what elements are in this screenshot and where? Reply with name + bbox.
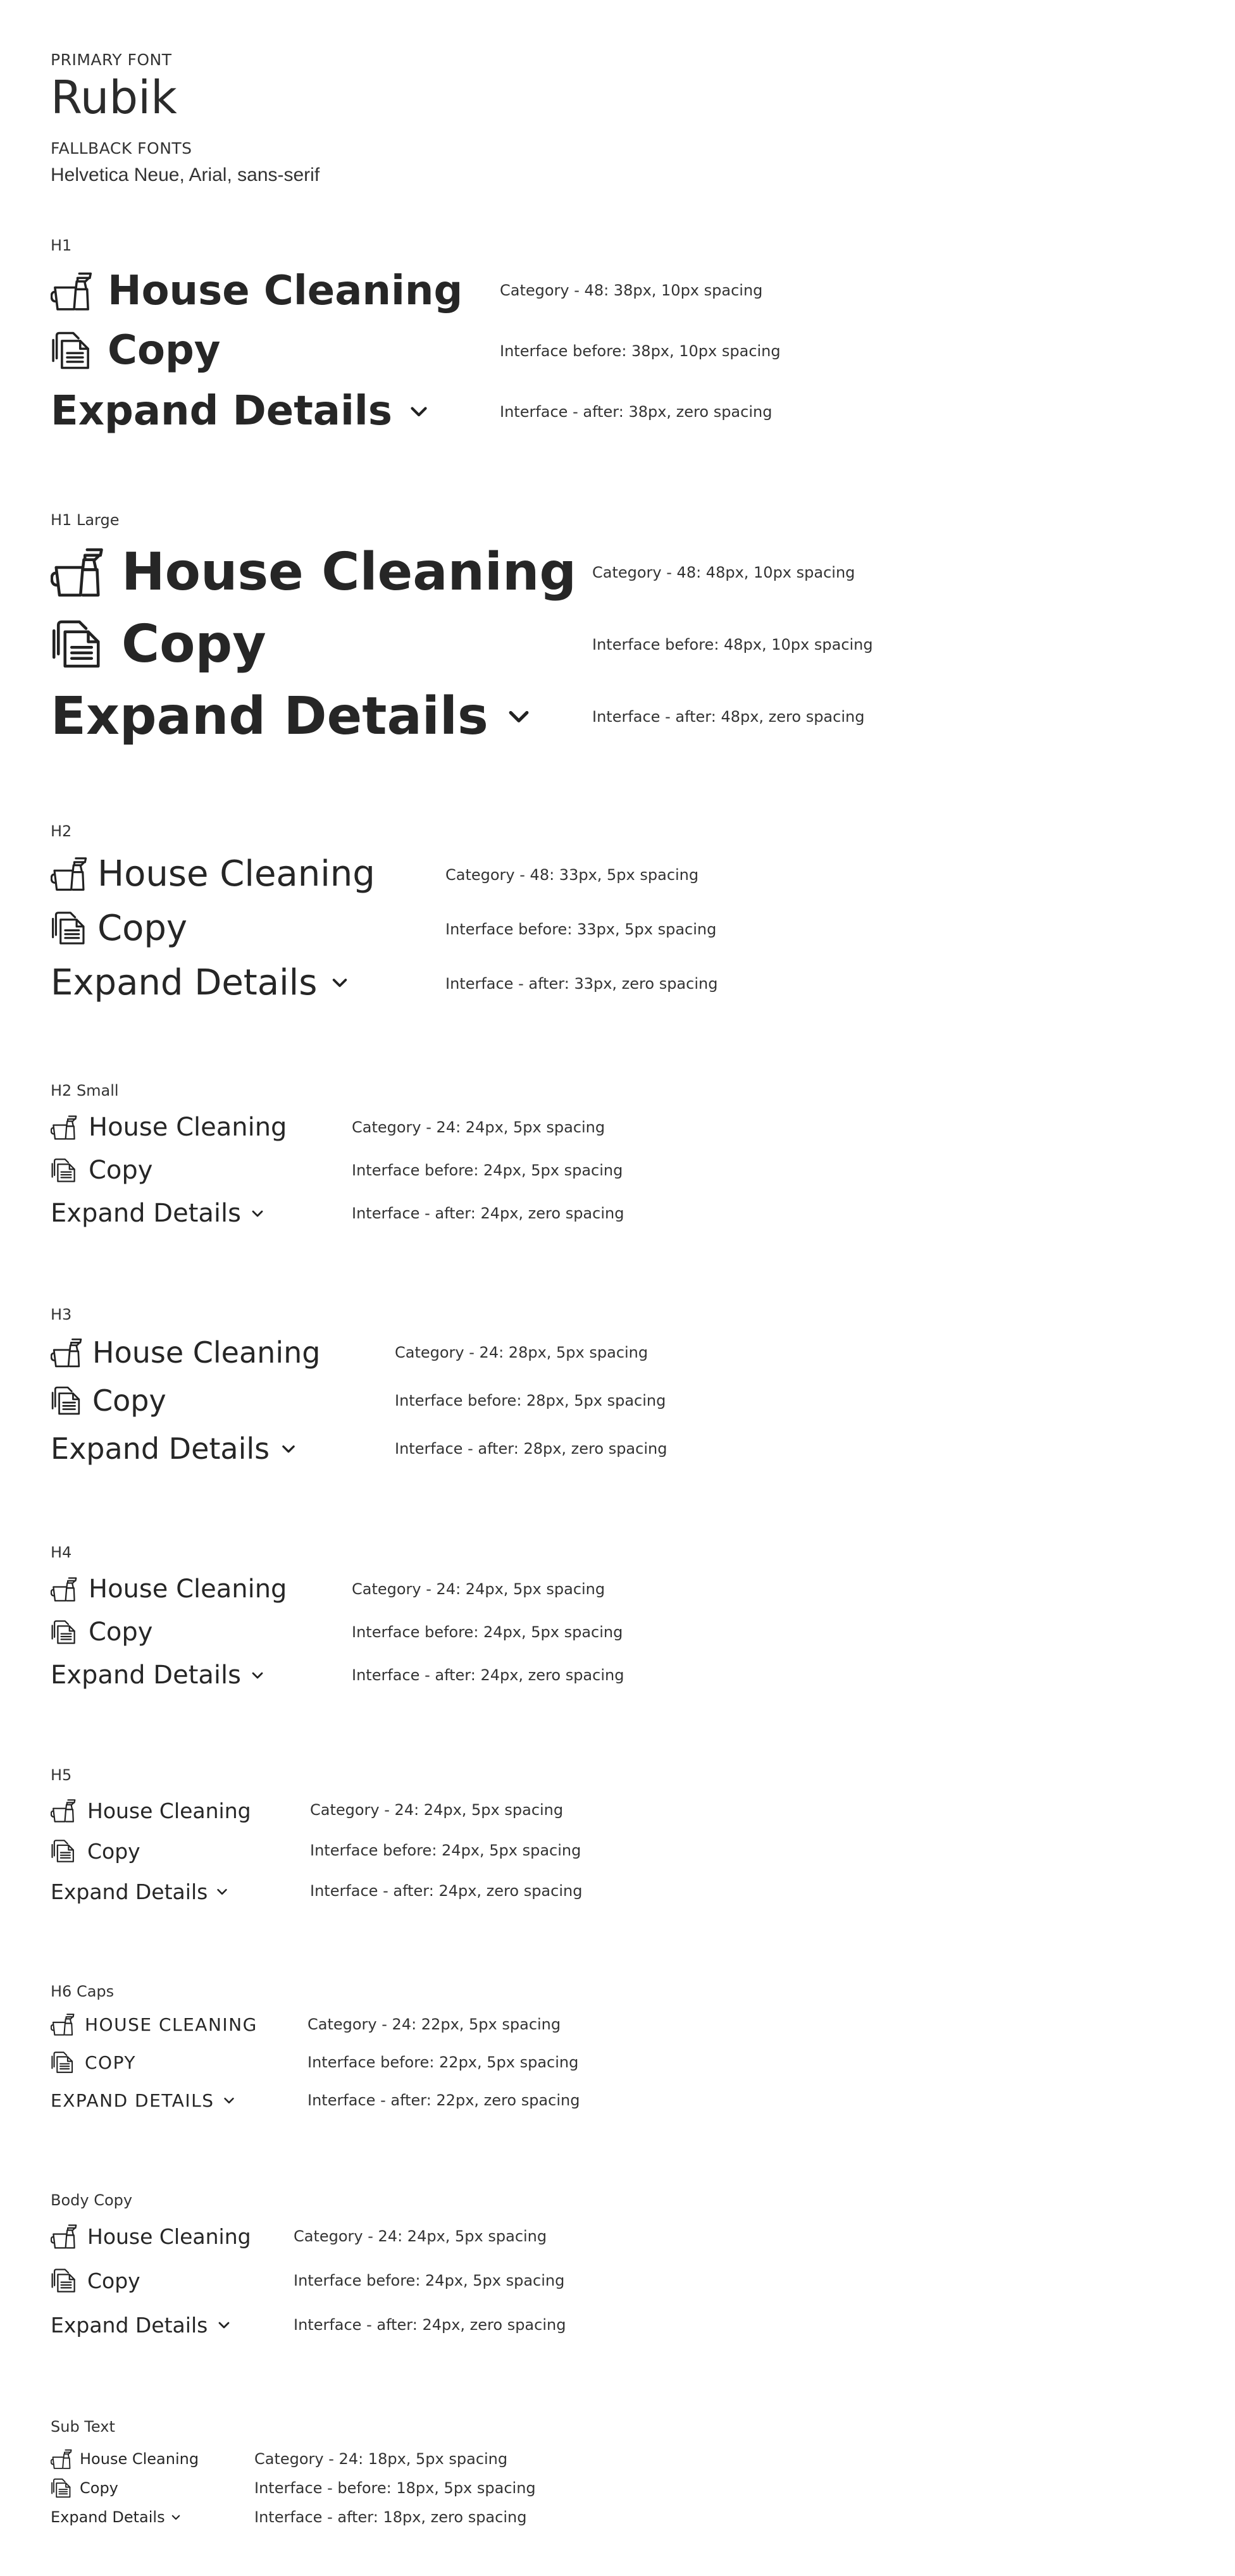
copy-row (51, 1154, 152, 1187)
copy-documents-icon (51, 2050, 75, 2074)
note-category: Category - 48: 48px, 10px spacing (592, 564, 855, 581)
expand-details[interactable] (51, 2309, 232, 2341)
fallback-fonts-label: FALLBACK FONTS (51, 139, 192, 158)
copy-text: Copy (80, 2479, 118, 2497)
cleaning-spray-bucket-icon (51, 1337, 82, 1368)
cleaning-spray-bucket-icon (51, 2223, 77, 2250)
expand-details[interactable] (51, 1659, 265, 1692)
fallback-fonts-value: Helvetica Neue, Arial, sans-serif (51, 164, 320, 185)
section-title: H2 (51, 822, 72, 840)
copy-text: Copy (87, 2268, 140, 2293)
copy-text: Copy (108, 327, 221, 374)
note-after: Interface - after: 18px, zero spacing (254, 2508, 527, 2526)
copy-documents-icon (51, 617, 104, 671)
chevron-down-icon (407, 400, 430, 423)
cleaning-spray-bucket-icon (51, 2012, 75, 2036)
note-before: Interface before: 38px, 10px spacing (500, 342, 781, 360)
copy-documents-icon (51, 1838, 76, 1864)
category-text: House Cleaning (87, 2224, 251, 2249)
note-after: Interface - after: 24px, zero spacing (294, 2316, 566, 2334)
note-after: Interface - after: 24px, zero spacing (310, 1882, 583, 1900)
note-category: Category - 24: 24px, 5px spacing (294, 2227, 547, 2245)
copy-row (51, 1616, 152, 1649)
category-text: House Cleaning (89, 1575, 287, 1604)
expand-details-text: Expand Details (51, 686, 488, 746)
category-text: House Cleaning (97, 853, 375, 895)
category-text: House Cleaning (80, 2450, 199, 2468)
note-category: Category - 24: 28px, 5px spacing (395, 1344, 649, 1361)
note-before: Interface before: 24px, 5px spacing (352, 1161, 623, 1179)
note-before: Interface before: 24px, 5px spacing (352, 1623, 623, 1641)
chevron-down-icon (330, 972, 350, 993)
section-title: H2 Small (51, 1082, 119, 1099)
section-title: H6 Caps (51, 1983, 115, 2000)
expand-details-text: Expand Details (51, 1661, 241, 1690)
copy-text: Copy (89, 1156, 153, 1185)
copy-documents-icon (51, 2477, 72, 2499)
copy-row (51, 1382, 166, 1420)
note-after: Interface - after: 28px, zero spacing (395, 1440, 667, 1458)
expand-details[interactable] (51, 1430, 297, 1468)
section-title: H4 (51, 1544, 72, 1561)
primary-font-label: PRIMARY FONT (51, 51, 172, 69)
note-category: Category - 24: 24px, 5px spacing (352, 1580, 605, 1598)
expand-details-text: Expand Details (51, 388, 392, 435)
note-before: Interface before: 28px, 5px spacing (395, 1392, 666, 1409)
copy-documents-icon (51, 1619, 77, 1645)
category-text: House Cleaning (108, 268, 463, 314)
note-after: Interface - after: 22px, zero spacing (307, 2091, 580, 2109)
cleaning-spray-bucket-icon (51, 270, 92, 312)
copy-row (51, 2476, 118, 2500)
expand-details-text: Expand Details (51, 962, 318, 1003)
copy-text: COPY (85, 2052, 136, 2073)
chevron-down-icon (250, 1668, 265, 1683)
category-row (51, 266, 462, 316)
note-after: Interface - after: 24px, zero spacing (352, 1204, 624, 1222)
note-category: Category - 24: 18px, 5px spacing (254, 2450, 508, 2468)
chevron-down-icon (280, 1440, 297, 1458)
note-after: Interface - after: 33px, zero spacing (445, 975, 718, 993)
copy-row (51, 1836, 140, 1866)
expand-details-text: Expand Details (51, 2312, 208, 2338)
note-category: Category - 24: 24px, 5px spacing (352, 1118, 605, 1136)
category-row (51, 1573, 287, 1606)
expand-details-text: Expand Details (51, 1199, 241, 1228)
copy-text: Copy (121, 614, 266, 674)
section-title: H1 Large (51, 511, 120, 529)
note-before: Interface before: 24px, 5px spacing (294, 2272, 565, 2289)
section-title: H3 (51, 1306, 72, 1323)
category-row (51, 2010, 258, 2038)
note-category: Category - 24: 24px, 5px spacing (310, 1801, 564, 1819)
cleaning-spray-bucket-icon (51, 1576, 77, 1602)
expand-details[interactable] (51, 2086, 236, 2114)
note-category: Category - 48: 33px, 5px spacing (445, 866, 699, 884)
category-row (51, 1795, 251, 1826)
section-title: Sub Text (51, 2418, 115, 2436)
chevron-down-icon (505, 702, 533, 730)
cleaning-spray-bucket-icon (51, 855, 87, 892)
category-row (51, 542, 576, 602)
copy-text: Copy (92, 1384, 166, 1418)
note-category: Category - 24: 22px, 5px spacing (307, 2016, 561, 2033)
note-after: Interface - after: 48px, zero spacing (592, 708, 865, 726)
copy-row (51, 907, 187, 949)
copy-documents-icon (51, 1385, 82, 1416)
chevron-down-icon (215, 1885, 229, 1898)
expand-details-text: Expand Details (51, 1879, 208, 1904)
copy-row (51, 614, 266, 674)
section-title: H1 (51, 237, 72, 254)
copy-documents-icon (51, 330, 92, 371)
note-after: Interface - after: 24px, zero spacing (352, 1666, 624, 1684)
expand-details[interactable] (51, 1876, 229, 1907)
expand-details-text: Expand Details (51, 2508, 165, 2526)
cleaning-spray-bucket-icon (51, 1114, 77, 1141)
copy-row (51, 2048, 136, 2076)
chevron-down-icon (170, 2511, 182, 2523)
category-text: House Cleaning (89, 1113, 287, 1142)
chevron-down-icon (222, 2093, 236, 2107)
note-before: Interface before: 22px, 5px spacing (307, 2053, 579, 2071)
chevron-down-icon (250, 1206, 265, 1221)
category-row (51, 853, 375, 895)
copy-documents-icon (51, 910, 87, 946)
copy-row (51, 2265, 140, 2296)
note-before: Interface - before: 18px, 5px spacing (254, 2479, 536, 2497)
cleaning-spray-bucket-icon (51, 545, 104, 598)
note-after: Interface - after: 38px, zero spacing (500, 403, 773, 421)
chevron-down-icon (216, 2317, 232, 2332)
note-before: Interface before: 48px, 10px spacing (592, 636, 873, 653)
copy-text: Copy (97, 907, 188, 949)
expand-details[interactable] (51, 387, 430, 435)
copy-documents-icon (51, 1157, 77, 1184)
copy-text: Copy (87, 1838, 140, 1864)
copy-documents-icon (51, 2267, 77, 2294)
category-row (51, 1111, 287, 1144)
expand-details-text: Expand Details (51, 1432, 270, 1466)
category-text: House Cleaning (121, 542, 577, 602)
expand-details[interactable] (51, 962, 350, 1003)
note-before: Interface before: 24px, 5px spacing (310, 1842, 581, 1859)
cleaning-spray-bucket-icon (51, 1798, 76, 1823)
primary-font-name: Rubik (51, 71, 177, 124)
category-row (51, 2447, 199, 2471)
expand-details[interactable] (51, 1197, 265, 1230)
copy-row (51, 326, 220, 375)
section-title: H5 (51, 1766, 72, 1784)
copy-text: Copy (89, 1618, 153, 1647)
category-row (51, 2220, 251, 2252)
category-text: House Cleaning (87, 1798, 251, 1823)
expand-details-text: EXPAND DETAILS (51, 2090, 214, 2111)
category-row (51, 1334, 320, 1372)
expand-details[interactable] (51, 686, 533, 746)
note-category: Category - 48: 38px, 10px spacing (500, 282, 763, 299)
category-text: HOUSE CLEANING (85, 2014, 258, 2035)
category-text: House Cleaning (92, 1335, 321, 1370)
expand-details[interactable] (51, 2505, 182, 2529)
note-before: Interface before: 33px, 5px spacing (445, 920, 717, 938)
section-title: Body Copy (51, 2191, 133, 2209)
cleaning-spray-bucket-icon (51, 2448, 72, 2470)
